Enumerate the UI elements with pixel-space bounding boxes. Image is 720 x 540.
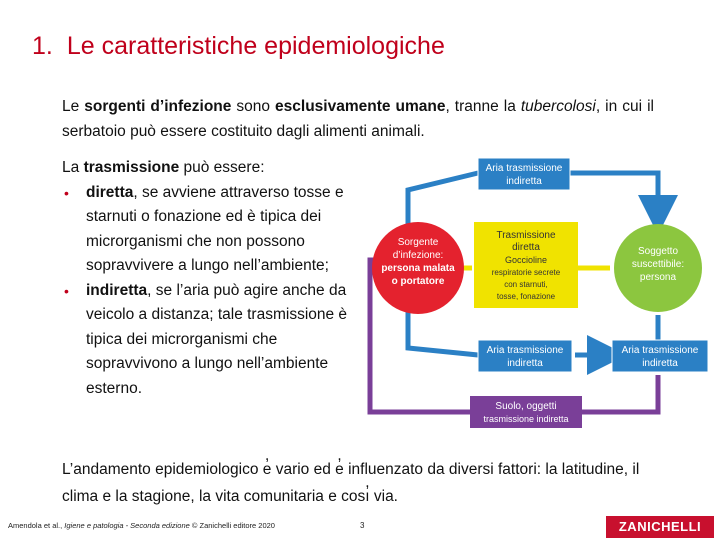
bullet-icon: •: [64, 282, 69, 299]
purple-line1: Suolo, oggetti: [495, 401, 557, 412]
list-item: [62, 181, 362, 279]
purple-line2: trasmissione indiretta: [483, 414, 569, 424]
lead-text: può essere:: [179, 159, 265, 176]
intro-italic-tb: tubercolosi: [520, 98, 596, 115]
intro-bold-human: esclusivamente umane: [275, 98, 446, 115]
bl-line1: Aria trasmissione: [486, 345, 564, 356]
center-line2: diretta: [512, 242, 540, 253]
center-line4: respiratorie secrete: [491, 268, 561, 277]
item-bold: diretta: [86, 183, 134, 201]
center-line3: Goccioline: [504, 255, 548, 265]
intro-text: sono: [231, 98, 276, 115]
intro-paragraph: [62, 94, 654, 144]
item-text: , se avviene attraverso tosse e starnuti o fonazione ed è tipica dei microrganismi che non possono sopravvivere a lungo nell’ambiente;: [86, 183, 344, 274]
intro-bold-sources: sorgenti d’infezione: [84, 98, 232, 115]
intro-text: Le: [62, 98, 85, 115]
footer-italic: Igiene e patologia - Seconda edizione: [64, 521, 190, 530]
subject-line2: suscettibile:: [631, 259, 685, 270]
subject-line1: Soggetto: [637, 246, 679, 257]
transmission-lead: [62, 156, 362, 181]
lead-bold: trasmissione: [83, 159, 180, 176]
title-number: 1.: [32, 32, 53, 60]
source-line4: o portatore: [391, 276, 445, 287]
br-line1: Aria trasmissione: [621, 345, 699, 356]
outro-paragraph: L’andamento epidemiologico e̓ vario ed e̓ influenzato da diversi fattori: la latitudine, il clima e la stagione, la vita comunitaria e cosı̓ via.: [62, 461, 640, 505]
slide-title: [32, 32, 445, 61]
page-number: 3: [360, 521, 365, 530]
item-bold: indiretta: [86, 281, 148, 299]
source-line1: Sorgente: [397, 237, 439, 248]
br-line2: indiretta: [642, 358, 678, 369]
center-line6: tosse, fonazione: [496, 292, 556, 301]
transmission-list: [62, 181, 362, 402]
bullet-icon: •: [64, 184, 69, 201]
center-line1: Trasmissione: [496, 230, 556, 241]
source-line3: persona malata: [381, 263, 455, 274]
footer-text: © Zanichelli editore 2020: [189, 521, 275, 530]
list-item: [62, 279, 362, 402]
center-line5: con starnuti,: [504, 280, 548, 289]
top-box-line2: indiretta: [506, 176, 542, 187]
arrow-purple-right: [580, 375, 658, 412]
intro-text: , tranne la: [445, 98, 521, 115]
bl-line2: indiretta: [507, 358, 543, 369]
subject-line3: persona: [639, 272, 677, 283]
title-text: Le caratteristiche epidemiologiche: [66, 32, 445, 60]
intro-text: , in cui il serbatoio può essere costituito dagli alimenti animali.: [62, 98, 654, 140]
arrow-top-right: [570, 173, 658, 220]
item-text: , se l’aria può agire anche da veicolo a distanza; tale trasmissione è tipica dei microrganismi che sopravvivono a lungo nell’ambiente esterno.: [86, 281, 348, 397]
transmission-block: [62, 156, 362, 401]
source-line2: d’infezione:: [392, 250, 444, 261]
transmission-diagram: [360, 150, 720, 440]
footer-text: Amendola et al.,: [8, 521, 65, 530]
lead-text: La: [62, 159, 84, 176]
top-box-line1: Aria trasmissione: [485, 163, 563, 174]
footer-citation: [8, 521, 275, 530]
zanichelli-logo: ZANICHELLI: [606, 516, 714, 538]
